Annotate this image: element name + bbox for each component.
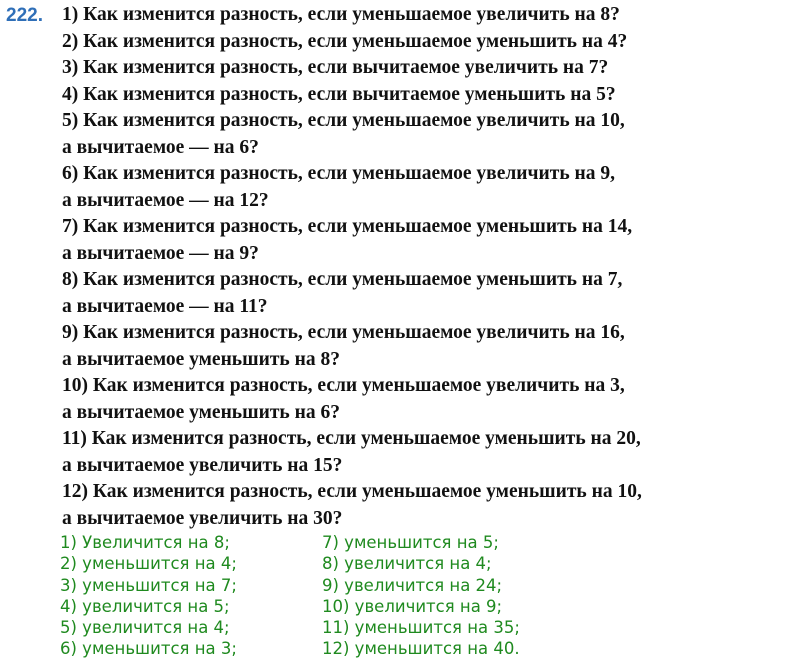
- answer-row: [60, 617, 520, 638]
- answer-item: 5) увеличится на 4;: [60, 618, 230, 638]
- answer-row: [60, 575, 520, 596]
- answer-item: 12) уменьшится на 40.: [322, 639, 520, 659]
- question-continuation: а вычитаемое увеличить на 15?: [62, 454, 343, 476]
- answer-item: 3) уменьшится на 7;: [60, 575, 237, 595]
- question-continuation: а вычитаемое уменьшить на 8?: [62, 348, 340, 370]
- answer-row: [60, 553, 520, 574]
- question-continuation: а вычитаемое увеличить на 30?: [62, 507, 343, 529]
- question-line: 11) Как изменится разность, если уменьшаемое уменьшить на 20,: [62, 428, 641, 449]
- answer-item: 10) увеличится на 9;: [322, 596, 503, 616]
- question-item: [62, 320, 784, 373]
- question-line: 7) Как изменится разность, если уменьшаемое уменьшить на 14,: [62, 216, 633, 237]
- answer-item: 8) увеличится на 4;: [322, 554, 492, 574]
- question-item: [62, 214, 784, 267]
- answer-item: 1) Увеличится на 8;: [60, 533, 230, 552]
- question-line: 8) Как изменится разность, если уменьшаемое уменьшить на 7,: [62, 269, 623, 290]
- answer-item: 7) уменьшится на 5;: [322, 533, 499, 552]
- answer-item: 4) увеличится на 5;: [60, 596, 230, 616]
- answer-item: 6) уменьшится на 3;: [60, 639, 237, 659]
- question-item: [62, 267, 784, 320]
- question-line: 1) Как изменится разность, если уменьшаемое увеличить на 8?: [62, 4, 620, 25]
- answer-item: 9) увеличится на 24;: [322, 575, 503, 595]
- question-item: [62, 82, 784, 109]
- question-line: 5) Как изменится разность, если уменьшаемое увеличить на 10,: [62, 110, 625, 131]
- question-continuation: а вычитаемое — на 9?: [62, 242, 259, 264]
- question-line: 2) Как изменится разность, если уменьшаемое уменьшить на 4?: [62, 30, 628, 52]
- question-list: [62, 2, 784, 532]
- question-line: 9) Как изменится разность, если уменьшаемое увеличить на 16,: [62, 322, 625, 343]
- question-item: [62, 426, 784, 479]
- question-item: [62, 29, 784, 56]
- exercise-number: 222.: [6, 5, 43, 26]
- question-line: 4) Как изменится разность, если вычитаемое уменьшить на 5?: [62, 83, 616, 105]
- question-continuation: а вычитаемое уменьшить на 6?: [62, 401, 340, 423]
- question-item: [62, 373, 784, 426]
- question-continuation: а вычитаемое — на 6?: [62, 136, 259, 158]
- question-item: [62, 161, 784, 214]
- answer-row: [60, 638, 520, 659]
- question-line: 12) Как изменится разность, если уменьшаемое уменьшить на 10,: [62, 481, 642, 502]
- question-line: 3) Как изменится разность, если вычитаемое увеличить на 7?: [62, 57, 609, 78]
- answer-item: 11) уменьшится на 35;: [322, 618, 520, 638]
- answer-row: [60, 596, 520, 617]
- question-item: [62, 479, 784, 532]
- question-line: 6) Как изменится разность, если уменьшаемое увеличить на 9,: [62, 163, 616, 184]
- answer-row: [60, 532, 520, 553]
- question-continuation: а вычитаемое — на 12?: [62, 189, 269, 211]
- question-line: 10) Как изменится разность, если уменьшаемое увеличить на 3,: [62, 375, 625, 396]
- question-item: [62, 2, 784, 29]
- question-item: [62, 108, 784, 161]
- question-item: [62, 55, 784, 82]
- answer-block: [60, 532, 520, 660]
- answer-item: 2) уменьшится на 4;: [60, 554, 237, 574]
- question-continuation: а вычитаемое — на 11?: [62, 295, 268, 317]
